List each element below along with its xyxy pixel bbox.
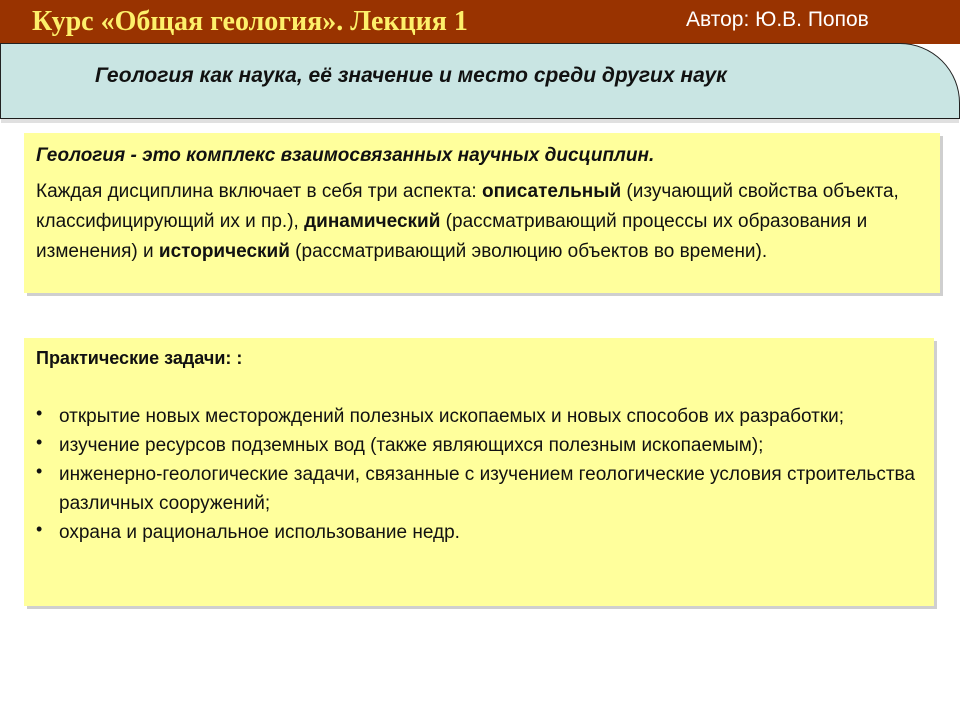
tasks-heading: Практические задачи: :: [36, 348, 243, 368]
task-text: охрана и рациональное использование недр.: [59, 522, 460, 543]
definition-heading-text: Геология - это комплекс взаимосвязанных научных дисциплин: [36, 145, 649, 166]
bullet-icon: •: [36, 403, 43, 423]
subtitle-banner: [0, 43, 960, 119]
bullet-icon: •: [36, 432, 43, 452]
aspect-historical-desc: (рассматривающий эволюцию объектов во времени).: [289, 241, 768, 262]
practical-tasks-panel: [24, 338, 934, 606]
definition-panel: [24, 133, 940, 293]
course-title: Курс «Общая геология». Лекция 1: [32, 6, 468, 37]
task-text: открытие новых месторождений полезных ископаемых и новых способов их разработки;: [59, 406, 845, 427]
header-bar: [0, 0, 960, 44]
aspect-descriptive: описательный: [482, 181, 622, 202]
aspect-dynamic: динамический: [304, 211, 441, 232]
definition-heading: [36, 145, 654, 167]
list-item: [36, 431, 916, 460]
definition-heading-end: .: [648, 145, 655, 166]
list-item: [36, 460, 916, 518]
task-text: инженерно-геологические задачи, связанные с изучением геологические условия строительства различных сооружений;: [59, 464, 915, 514]
lecture-subtitle: Геология как наука, её значение и место среди других наук: [95, 64, 727, 87]
list-item: [36, 402, 916, 431]
banner-shadow: [1, 118, 959, 123]
aspect-descriptive-desc: (изучающий свойства объекта, классифицирующий их и пр.),: [36, 181, 899, 232]
task-text: изучение ресурсов подземных вод (также являющихся полезным ископаемым);: [59, 435, 764, 456]
bullet-icon: •: [36, 519, 43, 539]
list-item: [36, 518, 916, 547]
author-label: Автор: Ю.В. Попов: [686, 8, 869, 31]
aspect-dynamic-desc: (рассматривающий процессы их образования и изменения) и: [36, 211, 868, 262]
tasks-list: [36, 402, 916, 547]
definition-intro: Каждая дисциплина включает в себя три аспекта:: [36, 181, 482, 202]
aspect-historical: исторический: [158, 241, 290, 262]
bullet-icon: •: [36, 461, 43, 481]
definition-body: [36, 177, 916, 267]
